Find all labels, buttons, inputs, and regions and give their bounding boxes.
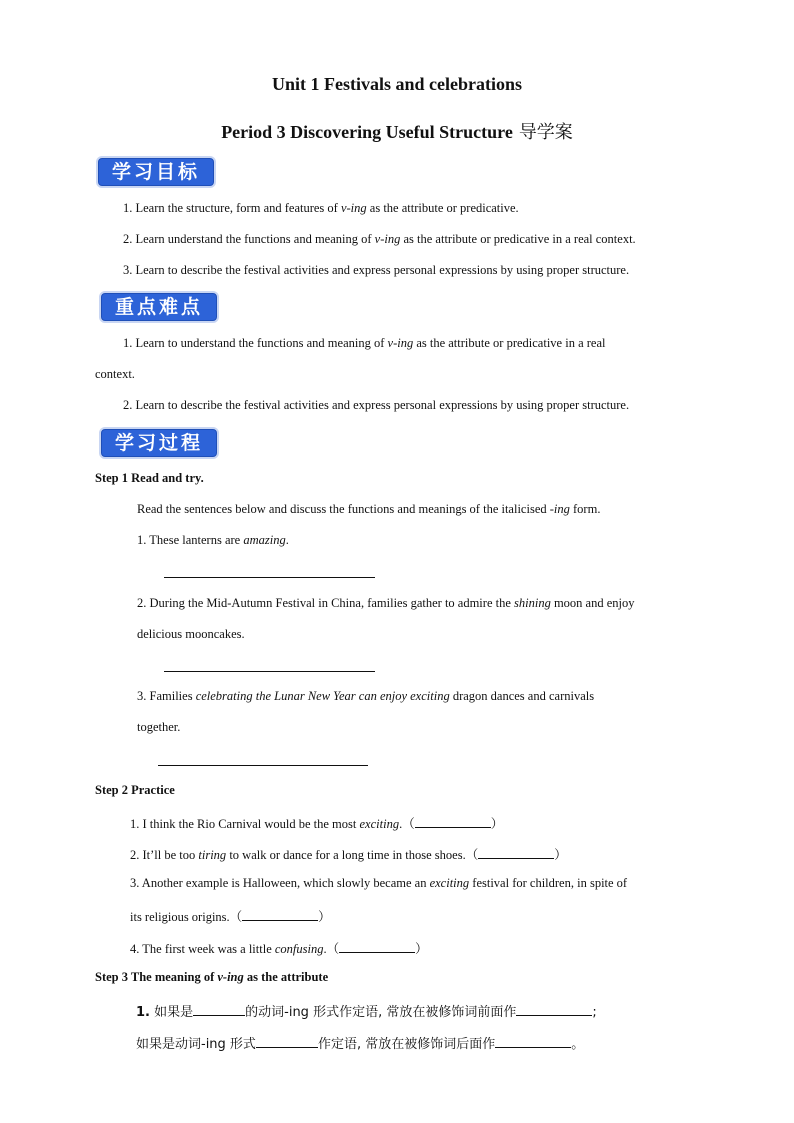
step3-blank-2[interactable] <box>516 1003 592 1016</box>
practice-3: 3. Another example is Halloween, which slowly became an exciting festival for children, in spite of <box>130 876 628 890</box>
step1-heading: Step 1 Read and try. <box>95 471 204 485</box>
step3-line-2: 如果是动词-ing 形式 作定语, 常放在被修饰词后面作 。 <box>136 1037 585 1052</box>
period-title-cn: 导学案 <box>518 122 573 143</box>
practice-3-blank[interactable] <box>242 908 318 921</box>
practice-1: 1. I think the Rio Carnival would be the most exciting.（ ） <box>130 817 504 831</box>
period-title-en: Period 3 Discovering Useful Structure <box>221 122 513 142</box>
practice-3-cont: its religious origins.（ ） <box>130 910 331 924</box>
key-point-1-cont: context. <box>95 367 135 381</box>
step3-heading: Step 3 The meaning of v-ing as the attribute <box>95 970 329 984</box>
step1-sentence-3: 3. Families celebrating the Lunar New Year can enjoy exciting dragon dances and carnivals <box>137 689 595 703</box>
unit-title: Unit 1 Festivals and celebrations <box>272 74 522 94</box>
key-point-1: 1. Learn to understand the functions and meaning of v-ing as the attribute or predicative in a real <box>123 336 606 350</box>
period-title <box>0 118 794 144</box>
step3-blank-4[interactable] <box>495 1035 571 1048</box>
key-point-2: 2. Learn to describe the festival activities and express personal expressions by using proper structure. <box>123 398 630 412</box>
step3-line-1: 1. 如果是 的动词-ing 形式作定语, 常放在被修饰词前面作 ; <box>136 1005 597 1020</box>
practice-2-blank[interactable] <box>478 846 554 859</box>
objective-1: 1. Learn the structure, form and features of v-ing as the attribute or predicative. <box>123 201 519 215</box>
step1-sentence-2-cont: delicious mooncakes. <box>137 627 245 641</box>
practice-2: 2. It’ll be too tiring to walk or dance for a long time in those shoes.（ ） <box>130 848 567 862</box>
key-points-badge: 重点难点 <box>99 291 219 323</box>
objective-2: 2. Learn understand the functions and meaning of v-ing as the attribute or predicative in a real context. <box>123 232 636 246</box>
answer-line-1[interactable] <box>164 577 375 578</box>
process-badge: 学习过程 <box>99 427 219 459</box>
answer-line-2[interactable] <box>164 671 375 672</box>
practice-1-blank[interactable] <box>415 815 491 828</box>
step3-blank-3[interactable] <box>256 1035 318 1048</box>
step3-blank-1[interactable] <box>193 1003 245 1016</box>
step1-sentence-2: 2. During the Mid-Autumn Festival in China, families gather to admire the shining moon and enjoy <box>137 596 635 610</box>
step2-heading: Step 2 Practice <box>95 783 175 797</box>
step1-sentence-3-cont: together. <box>137 720 181 734</box>
practice-4: 4. The first week was a little confusing.（ ） <box>130 942 428 956</box>
answer-line-3[interactable] <box>158 765 368 766</box>
step1-sentence-1: 1. These lanterns are amazing. <box>137 533 289 547</box>
objective-3: 3. Learn to describe the festival activities and express personal expressions by using proper structure. <box>123 263 630 277</box>
step1-instruction: Read the sentences below and discuss the functions and meanings of the italicised -ing form. <box>137 502 601 516</box>
practice-4-blank[interactable] <box>339 940 415 953</box>
objectives-badge: 学习目标 <box>96 156 216 188</box>
